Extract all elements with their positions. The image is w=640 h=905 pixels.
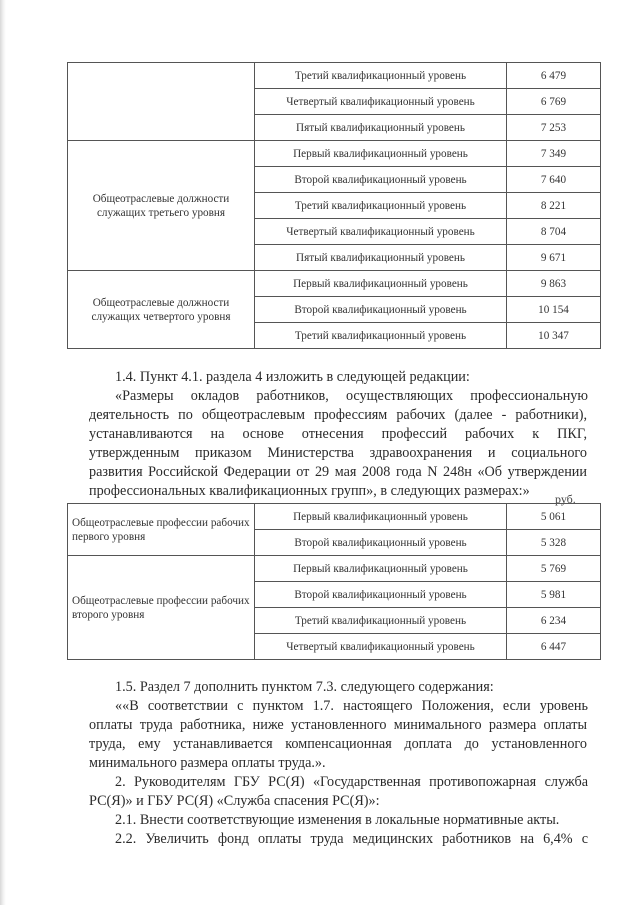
value-cell: 5 981 (507, 582, 601, 608)
value-cell: 8 704 (507, 219, 601, 245)
level-cell: Третий квалификационный уровень (255, 323, 507, 349)
group-cell (68, 63, 255, 141)
value-cell: 7 640 (507, 167, 601, 193)
level-cell: Первый квалификационный уровень (255, 271, 507, 297)
paragraph-line: устанавливаются на основе отнесения профессий рабочих к ПКГ, (89, 426, 587, 442)
level-cell: Четвертый квалификационный уровень (255, 634, 507, 660)
level-cell: Третий квалификационный уровень (255, 608, 507, 634)
value-cell: 6 447 (507, 634, 601, 660)
scan-edge-shadow (0, 0, 6, 905)
paragraph-line: деятельность по общеотраслевым профессиям рабочих (далее - работники), (89, 407, 587, 423)
paragraph-line: 2.2. Увеличить фонд оплаты труда медицинских работников на 6,4% с (115, 831, 588, 847)
level-cell: Четвертый квалификационный уровень (255, 219, 507, 245)
paragraph-line: 2.1. Внести соответствующие изменения в локальные нормативные акты. (115, 812, 560, 828)
value-cell: 5 061 (507, 504, 601, 530)
level-cell: Четвертый квалификационный уровень (255, 89, 507, 115)
paragraph-line: ««В соответствии с пунктом 1.7. настоящего Положения, если уровень (115, 698, 588, 714)
value-cell: 9 863 (507, 271, 601, 297)
salary-table-employees (67, 62, 601, 349)
value-cell: 7 253 (507, 115, 601, 141)
paragraph-line: 1.5. Раздел 7 дополнить пунктом 7.3. следующего содержания: (115, 679, 494, 695)
group-cell: Общеотраслевые должности служащих третьего уровня (68, 141, 255, 271)
table-row (68, 556, 601, 582)
level-cell: Второй квалификационный уровень (255, 167, 507, 193)
value-cell: 6 234 (507, 608, 601, 634)
group-cell: Общеотраслевые профессии рабочих второго уровня (68, 556, 255, 660)
value-cell: 8 221 (507, 193, 601, 219)
value-cell: 6 479 (507, 63, 601, 89)
level-cell: Пятый квалификационный уровень (255, 115, 507, 141)
table-row (68, 141, 601, 167)
level-cell: Первый квалификационный уровень (255, 141, 507, 167)
paragraph-line: 2. Руководителям ГБУ РС(Я) «Государственная противопожарная служба (115, 774, 588, 790)
group-cell: Общеотраслевые должности служащих четвертого уровня (68, 271, 255, 349)
table-row (68, 504, 601, 530)
level-cell: Второй квалификационный уровень (255, 297, 507, 323)
paragraph-line: РС(Я)» и ГБУ РС(Я) «Служба спасения РС(Я)»: (89, 793, 380, 809)
level-cell: Второй квалификационный уровень (255, 582, 507, 608)
value-cell: 9 671 (507, 245, 601, 271)
salary-table-workers (67, 503, 601, 660)
paragraph-line: оплаты труда работника, ниже установленного минимального размера оплаты (89, 717, 587, 733)
paragraph-line: труда, ему устанавливается компенсационная доплата до установленного (89, 736, 587, 752)
table-row (68, 63, 601, 89)
value-cell: 5 328 (507, 530, 601, 556)
value-cell: 6 769 (507, 89, 601, 115)
value-cell: 10 347 (507, 323, 601, 349)
paragraph-line: минимального размера оплаты труда.». (89, 755, 326, 771)
paragraph-line: «Размеры окладов работников, осуществляющих профессиональную (115, 388, 588, 404)
level-cell: Третий квалификационный уровень (255, 193, 507, 219)
value-cell: 7 349 (507, 141, 601, 167)
level-cell: Третий квалификационный уровень (255, 63, 507, 89)
level-cell: Первый квалификационный уровень (255, 556, 507, 582)
paragraph-line: профессиональных квалификационных групп», в следующих размерах:» (89, 483, 530, 499)
level-cell: Второй квалификационный уровень (255, 530, 507, 556)
paragraph-line: утвержденным приказом Министерства здравоохранения и социального (89, 445, 587, 461)
level-cell: Пятый квалификационный уровень (255, 245, 507, 271)
group-cell: Общеотраслевые профессии рабочих первого уровня (68, 504, 255, 556)
paragraph-line: развития Российской Федерации от 29 мая 2008 года N 248н «Об утверждении (89, 464, 587, 480)
table-row (68, 271, 601, 297)
paragraph-line: 1.4. Пункт 4.1. раздела 4 изложить в следующей редакции: (115, 369, 470, 385)
unit-label: руб. (555, 492, 576, 506)
value-cell: 10 154 (507, 297, 601, 323)
value-cell: 5 769 (507, 556, 601, 582)
level-cell: Первый квалификационный уровень (255, 504, 507, 530)
